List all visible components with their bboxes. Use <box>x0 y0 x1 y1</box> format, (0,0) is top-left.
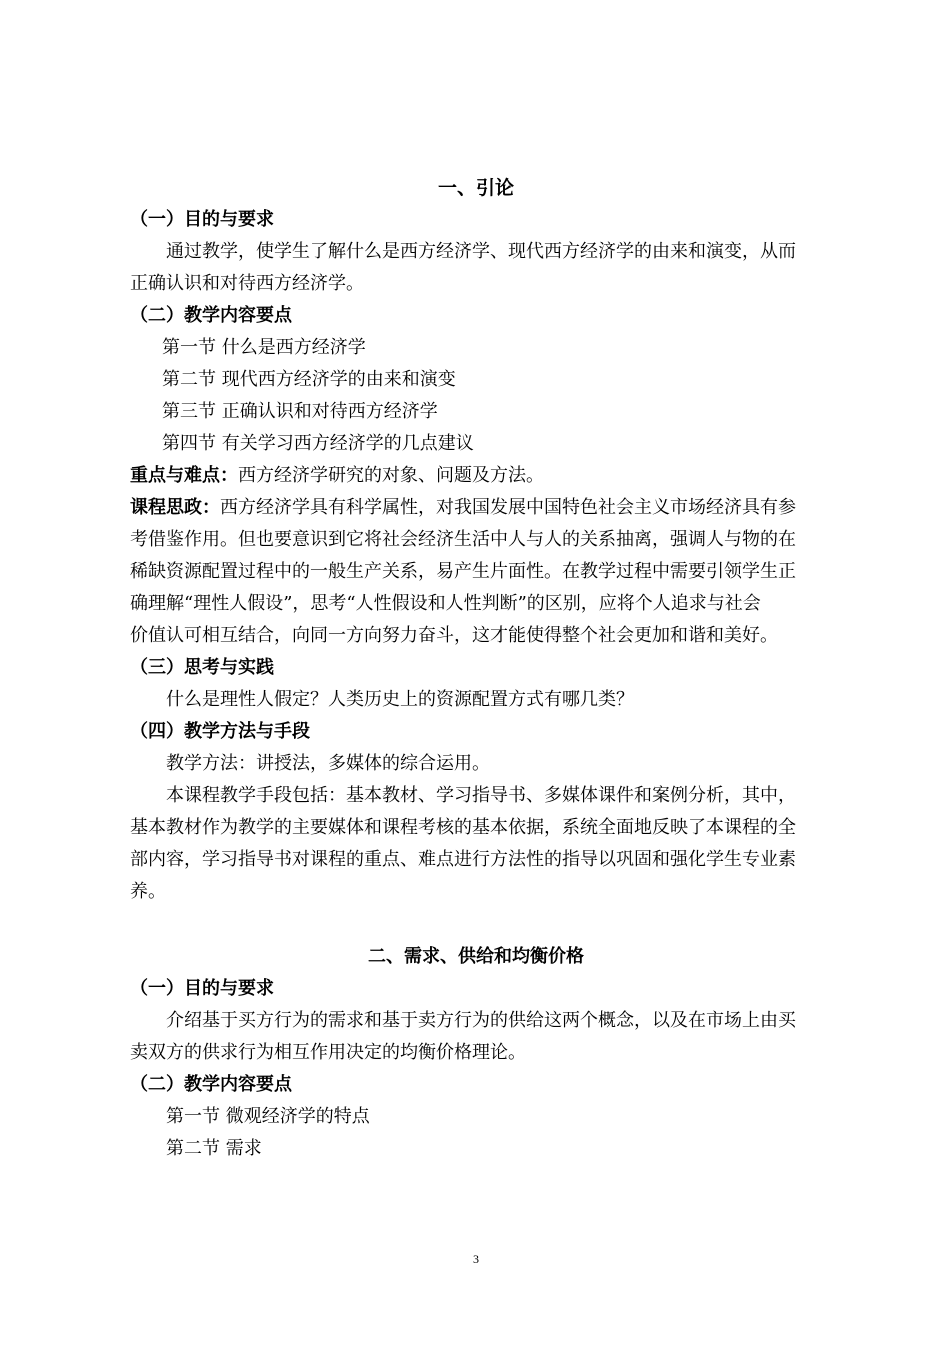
keypoints-label: 重点与难点： <box>130 465 238 486</box>
keypoints-text: 西方经济学研究的对象、问题及方法。 <box>238 465 544 486</box>
section-1-method-heading: （四）教学方法与手段 <box>130 721 310 742</box>
section-1-content-item: 第一节 什么是西方经济学 <box>162 337 366 358</box>
section-1-practice-heading: （三）思考与实践 <box>130 657 274 678</box>
section-1-goal-text-line: 正确认识和对待西方经济学。 <box>130 273 364 294</box>
ideology-text-line: 稀缺资源配置过程中的一般生产关系，易产生片面性。在教学过程中需要引领学生正 <box>130 561 796 582</box>
section-1-practice-text: 什么是理性人假定？人类历史上的资源配置方式有哪几类？ <box>166 689 634 710</box>
ideology-text-line: 价值认可相互结合，向同一方向努力奋斗，这才能使得整个社会更加和谐和美好。 <box>130 625 778 646</box>
section-1-title: 一、引论 <box>437 177 514 199</box>
section-2-goal-text-line: 介绍基于买方行为的需求和基于卖方行为的供给这两个概念，以及在市场上由买 <box>166 1010 796 1031</box>
ideology-text-line: 考借鉴作用。但也要意识到它将社会经济生活中人与人的关系抽离，强调人与物的在 <box>130 529 796 550</box>
page-number: 3 <box>473 1252 479 1266</box>
section-1-goal-heading: （一）目的与要求 <box>130 209 274 230</box>
section-2-goal-heading: （一）目的与要求 <box>130 978 274 999</box>
ideology-text-line: 西方经济学具有科学属性，对我国发展中国特色社会主义市场经济具有参 <box>220 497 796 518</box>
section-1-means-line: 部内容，学习指导书对课程的重点、难点进行方法性的指导以巩固和强化学生专业素 <box>130 849 796 870</box>
ideology-label: 课程思政： <box>130 497 220 518</box>
section-1-content-heading: （二）教学内容要点 <box>130 305 292 326</box>
section-2-content-item: 第二节 需求 <box>166 1138 262 1159</box>
ideology-paragraph <box>130 497 850 519</box>
section-1-content-item: 第三节 正确认识和对待西方经济学 <box>162 401 438 422</box>
section-2-title: 二、需求、供给和均衡价格 <box>368 946 584 967</box>
section-1-content-item: 第二节 现代西方经济学的由来和演变 <box>162 369 456 390</box>
section-1-means-line: 基本教材作为教学的主要媒体和课程考核的基本依据，系统全面地反映了本课程的全 <box>130 817 796 838</box>
section-1-content-item: 第四节 有关学习西方经济学的几点建议 <box>162 433 474 454</box>
section-2-goal-text-line: 卖双方的供求行为相互作用决定的均衡价格理论。 <box>130 1042 526 1063</box>
ideology-text-line: 确理解“理性人假设”，思考“人性假设和人性判断”的区别，应将个人追求与社会 <box>130 593 761 614</box>
section-2-content-item: 第一节 微观经济学的特点 <box>166 1106 370 1127</box>
section-1-goal-text-line: 通过教学，使学生了解什么是西方经济学、现代西方经济学的由来和演变，从而 <box>166 241 796 262</box>
section-1-means-line: 本课程教学手段包括：基本教材、学习指导书、多媒体课件和案例分析，其中， <box>166 785 796 806</box>
section-2-content-heading: （二）教学内容要点 <box>130 1074 292 1095</box>
section-1-means-line: 养。 <box>130 881 166 902</box>
section-1-method-text: 教学方法：讲授法，多媒体的综合运用。 <box>166 753 490 774</box>
keypoints-paragraph <box>130 465 850 487</box>
